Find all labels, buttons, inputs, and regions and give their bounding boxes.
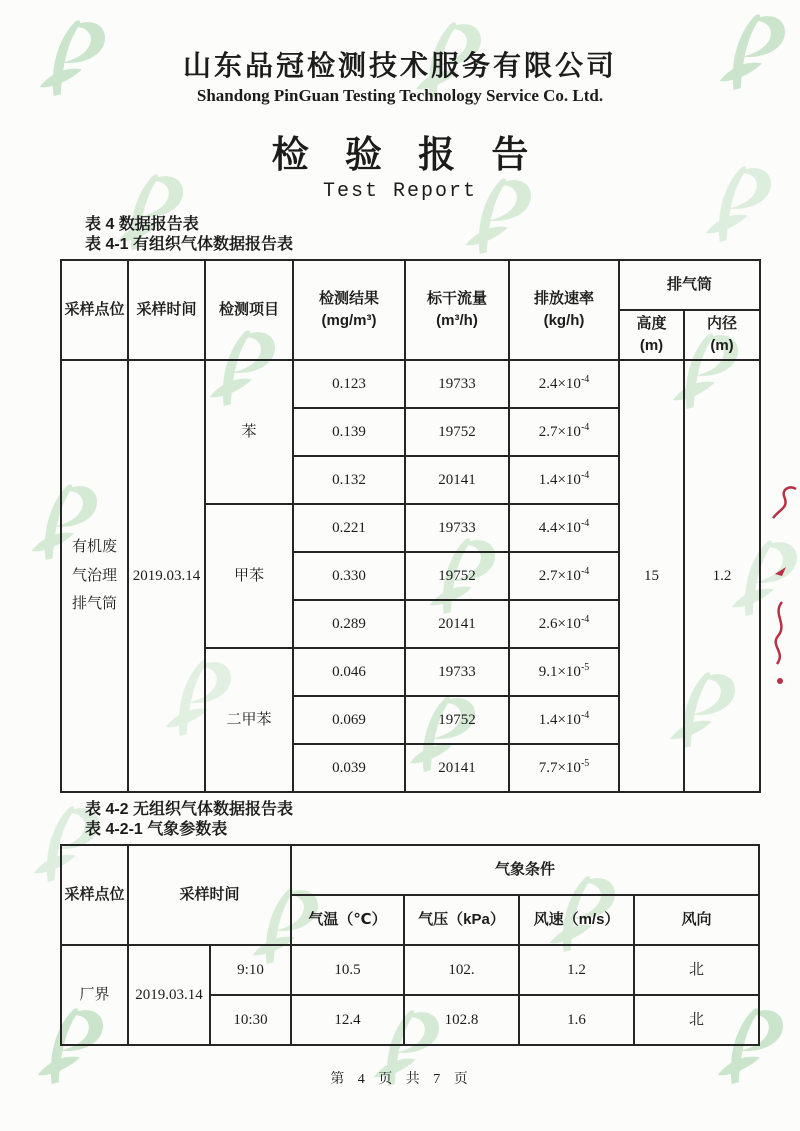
col-header-test-item: 检测项目: [205, 260, 293, 360]
col-header-standard-flow: [405, 260, 509, 360]
wind-speed-cell: 1.2: [519, 945, 634, 995]
table-row: [61, 360, 760, 408]
sampling-clock-cell: 9:10: [210, 945, 291, 995]
rate-cell: [509, 360, 619, 408]
section-label-table4-2: 表 4-2 无组织气体数据报告表: [85, 801, 294, 818]
rate-cell: [509, 504, 619, 552]
col-header-stack-diameter-unit: (m): [710, 337, 734, 354]
rate-exponent: -4: [580, 566, 590, 577]
test-item-cell: 二甲苯: [205, 648, 293, 792]
red-pen-mark-icon: [775, 676, 785, 686]
rate-cell: [509, 456, 619, 504]
col-header-exhaust-stack: 排气筒: [619, 260, 760, 310]
pressure-cell: 102.8: [404, 995, 519, 1045]
rate-cell: [509, 408, 619, 456]
flow-cell: 19733: [405, 648, 509, 696]
col-header-standard-flow-unit: (m³/h): [436, 312, 478, 329]
result-cell: 0.069: [293, 696, 405, 744]
flow-cell: 19733: [405, 504, 509, 552]
rate-base: 2.6×10: [538, 616, 581, 632]
rate-exponent: -4: [580, 374, 590, 385]
meteorological-parameters-table: [60, 844, 760, 1046]
test-item-cell: 甲苯: [205, 504, 293, 648]
col-header-stack-diameter: [684, 310, 760, 360]
flow-cell: 19733: [405, 360, 509, 408]
table-row: [61, 945, 759, 995]
col-header-stack-height: [619, 310, 684, 360]
rate-exponent: -4: [580, 518, 590, 529]
rate-base: 2.7×10: [538, 424, 581, 440]
rate-cell: [509, 744, 619, 792]
col-header-sampling-point: 采样点位: [61, 260, 128, 360]
temperature-cell: 10.5: [291, 945, 404, 995]
rate-exponent: -4: [580, 422, 590, 433]
result-cell: 0.132: [293, 456, 405, 504]
stack-height-cell: 15: [619, 360, 684, 792]
result-cell: 0.289: [293, 600, 405, 648]
company-name-cn: 山东品冠检测技术服务有限公司: [182, 51, 617, 82]
rate-exponent: -4: [580, 710, 590, 721]
section-label-table4: 表 4 数据报告表: [85, 216, 199, 233]
red-pen-mark-icon: [767, 482, 797, 522]
rate-base: 1.4×10: [538, 472, 581, 488]
col-header-test-result-line1: 检测结果: [318, 289, 379, 307]
sampling-clock-cell: 10:30: [210, 995, 291, 1045]
result-cell: 0.330: [293, 552, 405, 600]
company-name-en: Shandong PinGuan Testing Technology Service Co. Ltd.: [196, 86, 604, 105]
flow-cell: 19752: [405, 408, 509, 456]
col-header-standard-flow-line1: 标干流量: [426, 289, 487, 307]
wind-speed-cell: 1.6: [519, 995, 634, 1045]
col-header-emission-rate-unit: (kg/h): [543, 312, 585, 329]
section-label-table4-1: 表 4-1 有组织气体数据报告表: [85, 236, 294, 253]
rate-exponent: -5: [580, 758, 590, 769]
temperature-cell: 12.4: [291, 995, 404, 1045]
col-header-air-pressure: 气压（kPa）: [404, 895, 519, 945]
rate-base: 1.4×10: [538, 712, 581, 728]
rate-cell: [509, 600, 619, 648]
result-cell: 0.039: [293, 744, 405, 792]
col-header-test-result: [293, 260, 405, 360]
col-header-wind-speed: 风速（m/s）: [519, 895, 634, 945]
pressure-cell: 102.: [404, 945, 519, 995]
col-header-sampling-point: 采样点位: [61, 845, 128, 945]
col-header-air-temperature: 气温（℃）: [291, 895, 404, 945]
flow-cell: 19752: [405, 552, 509, 600]
flow-cell: 20141: [405, 600, 509, 648]
rate-exponent: -5: [580, 662, 590, 673]
col-header-test-result-unit: (mg/m³): [321, 312, 377, 329]
rate-base: 2.4×10: [538, 376, 581, 392]
rate-base: 2.7×10: [538, 568, 581, 584]
col-header-stack-height-unit: (m): [639, 337, 664, 354]
report-title-en: Test Report: [322, 180, 478, 203]
page-number-footer: 第 4 页 共 7 页: [330, 1072, 470, 1087]
col-header-stack-height-line1: 高度: [636, 314, 667, 332]
result-cell: 0.046: [293, 648, 405, 696]
result-cell: 0.139: [293, 408, 405, 456]
col-header-wind-direction: 风向: [634, 895, 759, 945]
result-cell: 0.221: [293, 504, 405, 552]
result-cell: 0.123: [293, 360, 405, 408]
red-pen-mark-icon: [773, 563, 789, 579]
rate-cell: [509, 552, 619, 600]
rate-base: 9.1×10: [538, 664, 581, 680]
report-title-cn: 检 验 报 告: [271, 134, 529, 175]
col-header-emission-rate: [509, 260, 619, 360]
organized-gas-data-table: [60, 259, 761, 793]
rate-cell: [509, 648, 619, 696]
wind-direction-cell: 北: [634, 995, 759, 1045]
col-header-emission-rate-line1: 排放速率: [533, 289, 594, 307]
rate-base: 4.4×10: [538, 520, 581, 536]
test-item-cell: 苯: [205, 360, 293, 504]
sampling-date-cell: 2019.03.14: [128, 945, 210, 1045]
flow-cell: 20141: [405, 456, 509, 504]
red-pen-mark-icon: [766, 600, 794, 666]
sampling-point-cell: 有机废气治理排气筒: [61, 360, 128, 792]
rate-cell: [509, 696, 619, 744]
section-label-table4-2-1: 表 4-2-1 气象参数表: [85, 821, 228, 838]
wind-direction-cell: 北: [634, 945, 759, 995]
sampling-time-cell: 2019.03.14: [128, 360, 205, 792]
rate-base: 7.7×10: [538, 760, 581, 776]
rate-exponent: -4: [580, 614, 590, 625]
col-header-stack-diameter-line1: 内径: [706, 314, 737, 332]
rate-exponent: -4: [580, 470, 590, 481]
sampling-point-cell: 厂界: [61, 945, 128, 1045]
flow-cell: 19752: [405, 696, 509, 744]
stack-diameter-cell: 1.2: [684, 360, 760, 792]
flow-cell: 20141: [405, 744, 509, 792]
col-header-weather-conditions: 气象条件: [291, 845, 759, 895]
col-header-sampling-time: 采样时间: [128, 260, 205, 360]
col-header-sampling-time: 采样时间: [128, 845, 291, 945]
